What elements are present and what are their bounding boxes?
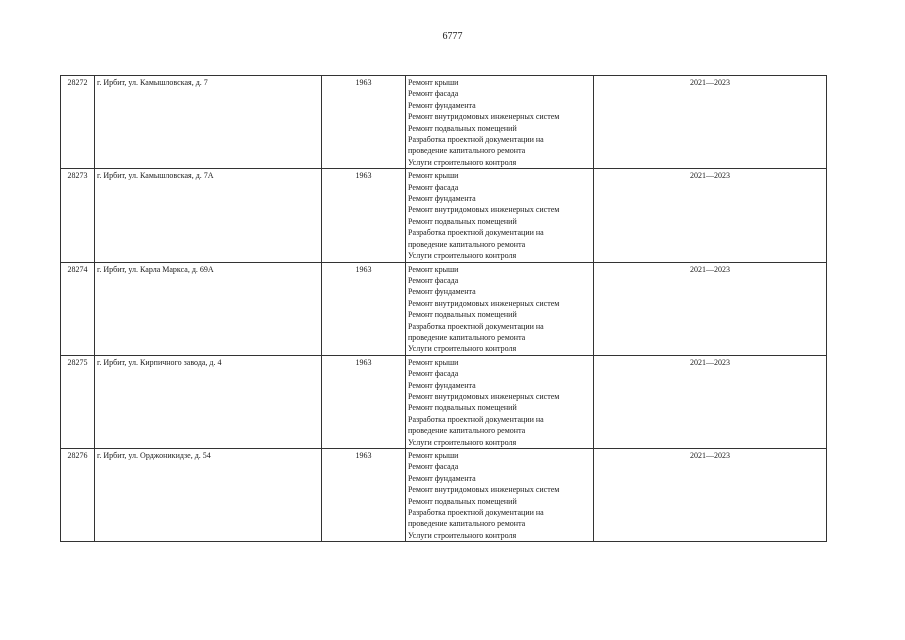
- work-item: проведение капитального ремонта: [408, 146, 526, 156]
- work-item: Ремонт подвальных помещений: [408, 216, 517, 226]
- period-cell: 2021—2023: [594, 169, 827, 262]
- work-item: Разработка проектной документации на: [408, 228, 544, 238]
- year-cell: 1963: [322, 262, 406, 355]
- work-item: Услуги строительного контроля: [408, 251, 517, 261]
- row-id-cell: 28274: [61, 262, 95, 355]
- period-cell: 2021—2023: [594, 449, 827, 542]
- address-cell: г. Ирбит, ул. Орджоникидзе, д. 54: [95, 449, 322, 542]
- work-item: Ремонт подвальных помещений: [408, 403, 517, 413]
- work-item: Услуги строительного контроля: [408, 344, 517, 354]
- work-item: проведение капитального ремонта: [408, 519, 526, 529]
- row-id-cell: 28273: [61, 169, 95, 262]
- works-cell: [406, 449, 594, 542]
- work-item: Ремонт фундамента: [408, 473, 476, 483]
- work-item: проведение капитального ремонта: [408, 332, 526, 342]
- period-cell: 2021—2023: [594, 76, 827, 169]
- address-cell: г. Ирбит, ул. Камышловская, д. 7: [95, 76, 322, 169]
- work-item: проведение капитального ремонта: [408, 426, 526, 436]
- year-cell: 1963: [322, 355, 406, 448]
- work-item: Ремонт фундамента: [408, 194, 476, 204]
- work-item: Ремонт крыши: [408, 357, 459, 367]
- row-id-cell: 28272: [61, 76, 95, 169]
- period-cell: 2021—2023: [594, 262, 827, 355]
- work-item: Услуги строительного контроля: [408, 437, 517, 447]
- address-cell: г. Ирбит, ул. Камышловская, д. 7А: [95, 169, 322, 262]
- work-item: проведение капитального ремонта: [408, 239, 526, 249]
- address-cell: г. Ирбит, ул. Карла Маркса, д. 69А: [95, 262, 322, 355]
- work-item: Разработка проектной документации на: [408, 414, 544, 424]
- work-item: Ремонт подвальных помещений: [408, 496, 517, 506]
- work-item: Разработка проектной документации на: [408, 508, 544, 518]
- work-item: Ремонт внутридомовых инженерных систем: [408, 391, 560, 401]
- work-item: Разработка проектной документации на: [408, 321, 544, 331]
- work-item: Ремонт фасада: [408, 462, 459, 472]
- work-item: Ремонт фасада: [408, 182, 459, 192]
- works-cell: [406, 169, 594, 262]
- work-item: Ремонт внутридомовых инженерных систем: [408, 298, 560, 308]
- work-item: Услуги строительного контроля: [408, 530, 517, 540]
- year-cell: 1963: [322, 169, 406, 262]
- year-cell: 1963: [322, 76, 406, 169]
- table-row: [61, 76, 827, 169]
- work-item: Ремонт крыши: [408, 78, 459, 87]
- row-id-cell: 28276: [61, 449, 95, 542]
- period-cell: 2021—2023: [594, 355, 827, 448]
- work-item: Ремонт подвальных помещений: [408, 310, 517, 320]
- work-item: Ремонт внутридомовых инженерных систем: [408, 485, 560, 495]
- work-item: Ремонт крыши: [408, 451, 459, 460]
- work-item: Ремонт подвальных помещений: [408, 123, 517, 133]
- work-item: Ремонт фасада: [408, 275, 459, 285]
- work-item: Ремонт внутридомовых инженерных систем: [408, 112, 560, 122]
- table-row: [61, 449, 827, 542]
- table-row: [61, 355, 827, 448]
- work-item: Разработка проектной документации на: [408, 135, 544, 145]
- works-cell: [406, 76, 594, 169]
- page-number: 6777: [442, 31, 463, 42]
- work-item: Ремонт внутридомовых инженерных систем: [408, 205, 560, 215]
- work-item: Ремонт крыши: [408, 171, 459, 181]
- repair-schedule-table: [60, 75, 827, 542]
- works-cell: [406, 355, 594, 448]
- table-row: [61, 262, 827, 355]
- work-item: Ремонт фундамента: [408, 287, 476, 297]
- address-cell: г. Ирбит, ул. Кирпичного завода, д. 4: [95, 355, 322, 448]
- work-item: Услуги строительного контроля: [408, 157, 517, 167]
- work-item: Ремонт фасада: [408, 89, 459, 99]
- works-cell: [406, 262, 594, 355]
- work-item: Ремонт фундамента: [408, 380, 476, 390]
- table-row: [61, 169, 827, 262]
- work-item: Ремонт фасада: [408, 369, 459, 379]
- row-id-cell: 28275: [61, 355, 95, 448]
- work-item: Ремонт крыши: [408, 264, 459, 274]
- year-cell: 1963: [322, 449, 406, 542]
- work-item: Ремонт фундамента: [408, 100, 476, 110]
